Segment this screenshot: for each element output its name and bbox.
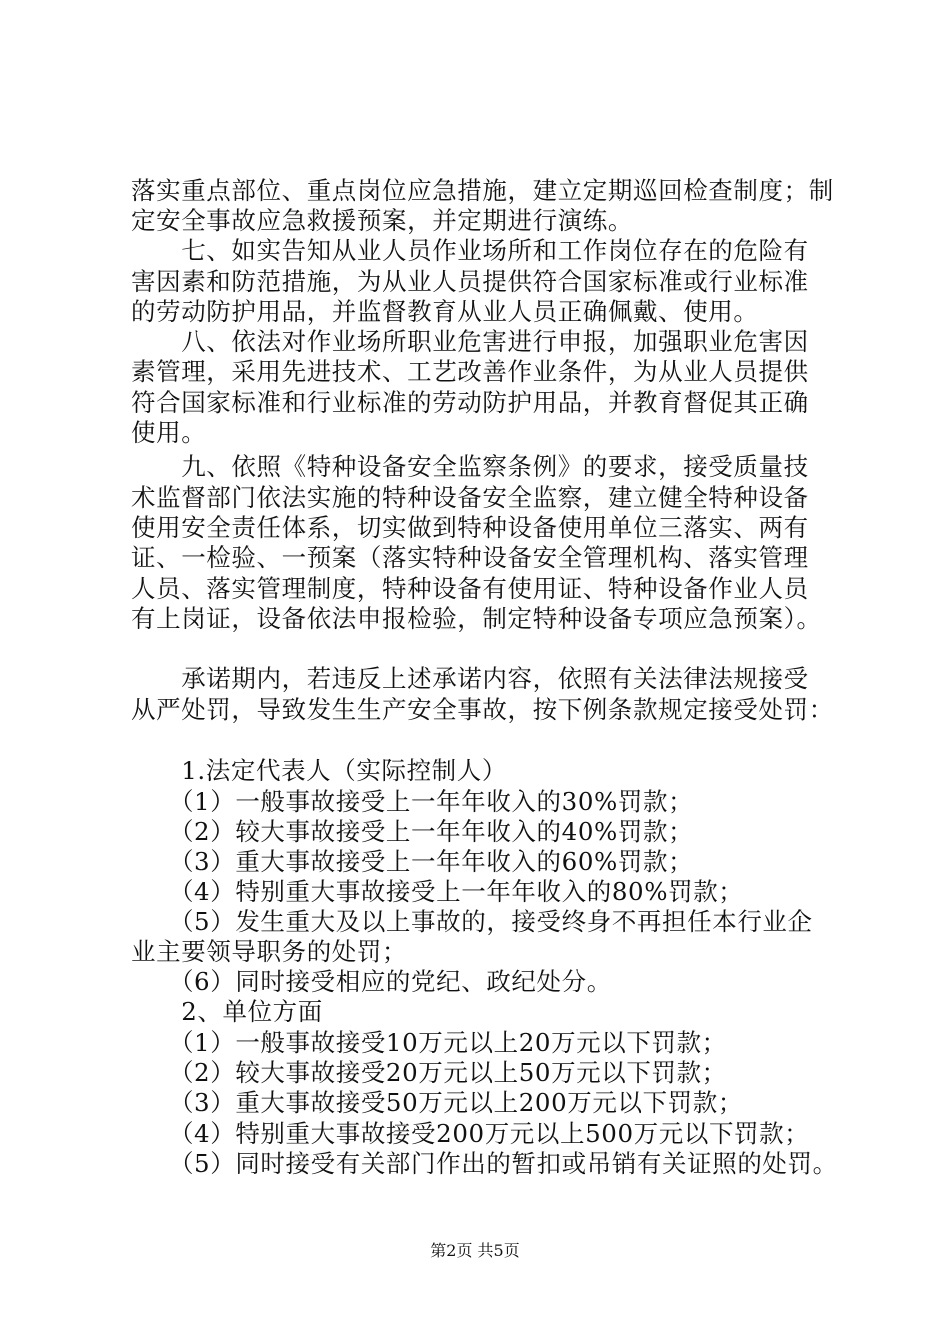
list-item: （1）一般事故接受10万元以上20万元以下罚款； [131,1028,727,1057]
body-line: 害因素和防范措施，为从业人员提供符合国家标准或行业标准 [131,267,809,296]
list-item: （6）同时接受相应的党纪、政纪处分。 [131,967,612,996]
section-heading: 1.法定代表人（实际控制人） [131,756,507,785]
body-line: 九、依照《特种设备安全监察条例》的要求，接受质量技 [131,452,809,481]
body-line: 人员、落实管理制度，特种设备有使用证、特种设备作业人员 [131,574,809,603]
list-item: 业主要领导职务的处罚； [131,937,408,966]
body-line: 从严处罚，导致发生生产安全事故，按下例条款规定接受处罚： [131,695,834,724]
body-line: 七、如实告知从业人员作业场所和工作岗位存在的危险有 [131,236,809,265]
body-line: 定安全事故应急救援预案，并定期进行演练。 [131,206,633,235]
body-line: 符合国家标准和行业标准的劳动防护用品，并教育督促其正确 [131,388,809,417]
body-line: 证、一检验、一预案（落实特种设备安全管理机构、落实管理 [131,543,809,572]
list-item: （5）同时接受有关部门作出的暂扣或吊销有关证照的处罚。 [131,1149,838,1178]
body-line: 使用。 [131,418,207,447]
list-item: （1）一般事故接受上一年年收入的30%罚款； [131,787,694,816]
body-line: 八、依法对作业场所职业危害进行申报，加强职业危害因 [131,327,809,356]
body-line: 使用安全责任体系，切实做到特种设备使用单位三落实、两有 [131,513,809,542]
list-item: （4）特别重大事故接受上一年年收入的80%罚款； [131,877,744,906]
list-item: （3）重大事故接受上一年年收入的60%罚款； [131,847,694,876]
list-item: （4）特别重大事故接受200万元以上500万元以下罚款； [131,1119,810,1148]
list-item: （2）较大事故接受20万元以上50万元以下罚款； [131,1058,727,1087]
body-line: 落实重点部位、重点岗位应急措施，建立定期巡回检查制度；制 [131,176,834,205]
section-heading: 2、单位方面 [131,997,323,1026]
list-item: （3）重大事故接受50万元以上200万元以下罚款； [131,1088,743,1117]
body-line: 术监督部门依法实施的特种设备安全监察，建立健全特种设备 [131,483,809,512]
body-line: 有上岗证，设备依法申报检验，制定特种设备专项应急预案）。 [131,604,822,633]
body-line: 的劳动防护用品，并监督教育从业人员正确佩戴、使用。 [131,297,759,326]
list-item: （5）发生重大及以上事故的，接受终身不再担任本行业企 [131,907,813,936]
body-line: 承诺期内，若违反上述承诺内容，依照有关法律法规接受 [131,664,809,693]
list-item: （2）较大事故接受上一年年收入的40%罚款； [131,817,694,846]
page-number-footer: 第2页 共5页 [430,1241,520,1260]
body-line: 素管理，采用先进技术、工艺改善作业条件，为从业人员提供 [131,357,809,386]
